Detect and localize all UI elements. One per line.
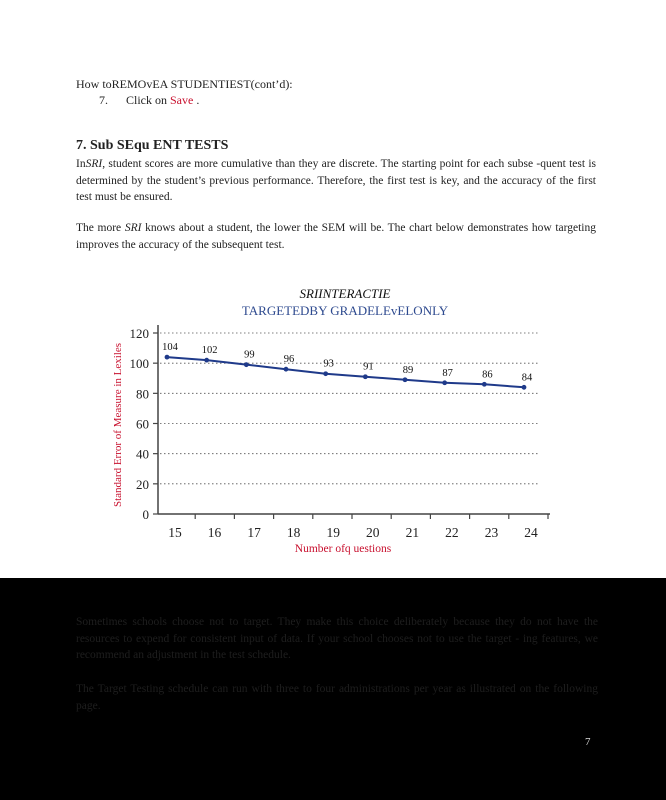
- data-point: [165, 355, 170, 360]
- x-tick-label: 18: [286, 525, 301, 540]
- data-label: 99: [244, 349, 255, 361]
- x-tick-label: 23: [484, 525, 499, 540]
- x-tick-label: 22: [445, 525, 459, 540]
- paragraph-schedule: The Target Testing schedule can run with three to four administrations per year as illustrated on the following page.: [76, 683, 598, 712]
- step-number: 7.: [99, 93, 108, 107]
- data-point: [323, 371, 328, 376]
- save-link[interactable]: Save: [170, 93, 194, 107]
- data-point: [482, 382, 487, 387]
- data-point: [284, 367, 289, 372]
- data-label: 96: [283, 354, 295, 366]
- x-tick-label: 17: [247, 525, 261, 540]
- data-label: 93: [323, 358, 334, 370]
- data-point: [204, 358, 209, 363]
- data-point: [244, 362, 249, 367]
- step-end: .: [196, 93, 200, 107]
- y-tick-label: 0: [142, 507, 149, 522]
- x-tick-label: 21: [405, 525, 420, 540]
- data-label: 87: [442, 367, 453, 379]
- x-axis-label: Number ofq uestions: [294, 543, 392, 555]
- x-tick-label: 20: [366, 525, 380, 540]
- y-tick-label: 120: [129, 326, 149, 341]
- data-point: [522, 385, 527, 390]
- data-label: 86: [482, 369, 493, 381]
- data-point: [403, 377, 408, 382]
- x-tick-label: 19: [326, 525, 340, 540]
- para1-prefix: In: [76, 158, 86, 170]
- data-label: 84: [521, 372, 533, 384]
- chart-subtitle: TARGETEDBY GRADELEvELONLY: [241, 303, 449, 318]
- y-tick-label: 40: [136, 446, 149, 462]
- data-label: 89: [402, 364, 414, 376]
- step-text: Click on: [126, 93, 167, 107]
- para1-body: , student scores are more cumulative than they are discrete. The starting point for each subse -quent test is determined by the student’s previous performance. Therefore, the first test is key, and the accuracy of the first test must be ensured.: [76, 158, 596, 203]
- data-point: [442, 380, 447, 385]
- y-tick-label: 20: [136, 476, 149, 492]
- y-axis-label: Standard Error of Measure in Lexiles: [112, 342, 124, 508]
- data-label: 104: [162, 342, 178, 354]
- chart-title: SRIINTERACTIE: [299, 286, 391, 301]
- x-tick-label: 16: [207, 525, 222, 540]
- series-line: [167, 357, 524, 387]
- y-tick-label: 100: [129, 356, 149, 372]
- data-label: 91: [363, 361, 374, 373]
- page-number: 7: [585, 736, 591, 748]
- data-label: 102: [201, 345, 218, 357]
- para2-sri: SRI: [124, 222, 142, 234]
- paragraph-not-target: Sometimes schools choose not to target. They make this choice deliberately because they do not have the resources to expend for consistent input of data. If your school chooses not to use the target - ing features, we recommend an adjustment in the test schedule.: [76, 616, 598, 661]
- para2-prefix: The more: [76, 222, 125, 234]
- para2-body: knows about a student, the lower the SEM will be. The chart below demonstrates how targeting improves the accuracy of the subsequent test.: [76, 222, 597, 251]
- x-tick-label: 24: [524, 525, 538, 540]
- data-point: [363, 374, 368, 379]
- x-tick-label: 15: [168, 525, 182, 540]
- para1-sri: SRI: [85, 158, 103, 170]
- y-tick-label: 80: [136, 386, 149, 402]
- section-continuation-title: How toREMOvEA STUDENTIEST(cont’d):: [76, 77, 293, 91]
- y-tick-label: 60: [136, 416, 149, 432]
- section-heading: 7. Sub SEqu ENT TESTS: [76, 138, 229, 153]
